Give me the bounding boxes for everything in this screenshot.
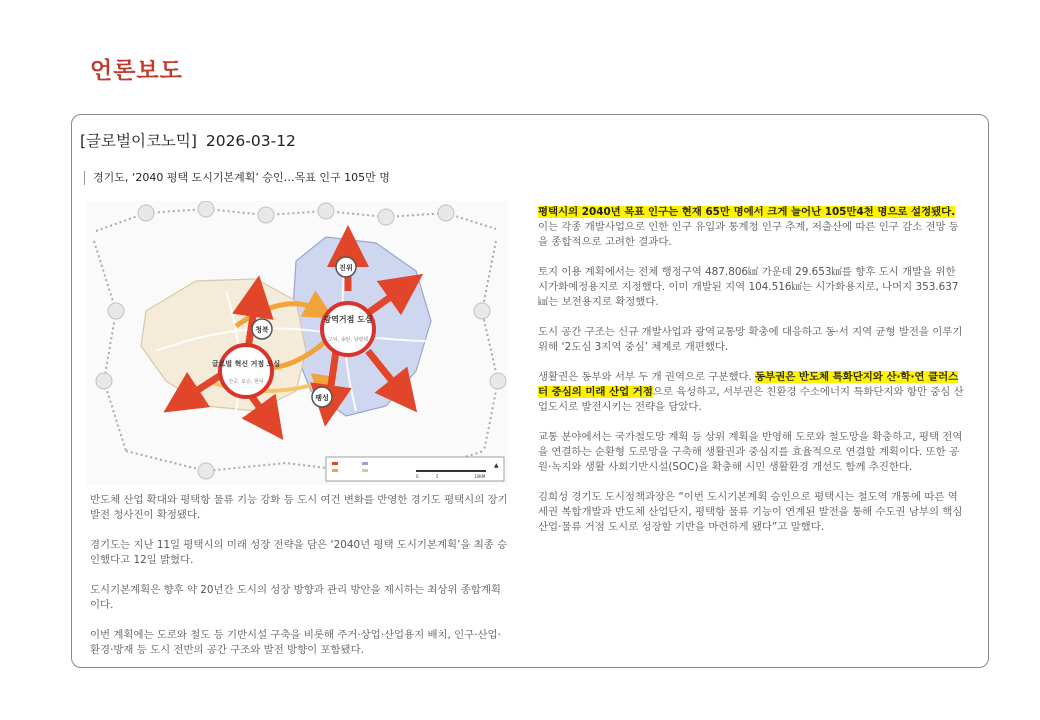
article-headline: 경기도, ‘2040 평택 도시기본계획’ 승인…목표 인구 105만 명 [84,171,390,185]
left-paragraph-4: 이번 계획에는 도로와 철도 등 기반시설 구축을 비롯해 주거·상업·산업용지 배치, 인구·산업·환경·방재 등 도시 전반의 공간 구조와 발전 방향이 포함됐다. [90,629,501,656]
highlight-east-industry: 동부권은 반도체 특화단지와 산·학·연 클러스터 중심의 미래 산업 거점 [538,371,959,398]
jinwi-label: 진위 [339,264,353,272]
paengseong-label: 팽성 [315,394,329,402]
left-paragraph-2: 경기도는 지난 11일 평택시의 미래 성장 전략을 담은 ‘2040년 평택 도시기본계획’을 최종 승인했다고 12일 밝혔다. [90,539,508,566]
jinwi-marker [336,257,356,277]
paengseong-marker [312,387,332,407]
right-paragraph-4-rest: 으로 육성하고, 서부권은 친환경 수소에너지 특화단지와 항만 중심 산업도시로 발전시키는 전략을 담았다. [538,386,964,413]
right-paragraph-6: 김희성 경기도 도시정책과장은 “이번 도시기본계획 승인으로 평택시는 철도역 개통에 따른 역세권 복합개발과 반도체 산업단지, 평택항 물류 기능이 연계된 발전을 통해 수도권 남부의 핵심 산업·물류 거점 도시로 성장할 기반을 마련하게 됐다”고 말했다. [538,491,963,533]
right-paragraph-5: 교통 분야에서는 국가철도망 계획 등 상위 계획을 반영해 도로와 철도망을 확충하고, 평택 전역을 연결하는 순환형 도로망을 구축해 생활권과 중심지를 효율적으로 연결할 계획이다. 또한 공원·녹지와 생활 사회기반시설(SOC)을 확충해 시민 생활환경 개선도 함께 추진한다. [538,431,963,473]
cheongbuk-marker [252,319,272,339]
article-source: [글로벌이코노믹] [80,132,197,150]
right-paragraph-3: 도시 공간 구조는 신규 개발사업과 광역교통망 확충에 대응하고 동·서 지역 균형 발전을 이루기 위해 ‘2도심 3지역 중심’ 체계로 개편했다. [538,326,963,353]
article-date: 2026-03-12 [205,132,296,150]
scale-5: 5 [436,474,439,479]
article-right-column [538,205,964,550]
east-hub-sublabel: 고덕, 송탄, 남평택 [327,337,369,343]
right-paragraph-4-pre: 생활권은 동부와 서부 두 개 권역으로 구분했다. [538,371,756,383]
left-paragraph-3: 도시기본계획은 향후 약 20년간 도시의 성장 방향과 관리 방안을 제시하는 최상위 종합계획이다. [90,584,501,611]
article-header [80,129,296,151]
article-left-column [90,493,510,673]
east-hub-label: 광역거점 도심 [323,315,373,324]
cheongbuk-label: 청북 [255,326,269,334]
urban-plan-map [86,201,508,485]
right-paragraph-2: 토지 이용 계획에서는 전체 행정구역 487.806㎢ 가운데 29.653㎢를 향후 도시 개발을 위한 시가화예정용지로 지정했다. 이미 개발된 지역 104.516㎢는 시가화용지로, 나머지 353.637㎢는 보전용지로 확정했다. [538,266,959,308]
west-hub-sublabel: 안중, 포승, 현덕 [228,379,264,385]
page-title: 언론보도 [90,58,183,84]
west-hub-label: 글로벌 혁신 거점 도심 [211,360,281,368]
right-paragraph-1 [538,205,964,250]
scale-0: 0 [416,474,419,479]
left-paragraph-1: 반도체 산업 확대와 평택항 물류 기능 강화 등 도시 여건 변화를 반영한 경기도 평택시의 장기 발전 청사진이 확정됐다. [90,494,508,521]
map-legend [326,457,504,481]
right-paragraph-1-rest: 이는 각종 개발사업으로 인한 인구 유입과 통계청 인구 추계, 저출산에 따른 인구 감소 전망 등을 종합적으로 고려한 결과다. [538,221,959,248]
east-hub-marker [322,303,374,355]
north-arrow-icon: ▲ [494,462,499,469]
right-paragraph-4 [538,370,964,415]
scale-10km: 10KM [474,474,486,479]
article-card [71,114,989,668]
highlight-target-population: 평택시의 2040년 목표 인구는 현재 65만 명에서 크게 늘어난 105만4천 명으로 설정됐다. [538,206,956,218]
